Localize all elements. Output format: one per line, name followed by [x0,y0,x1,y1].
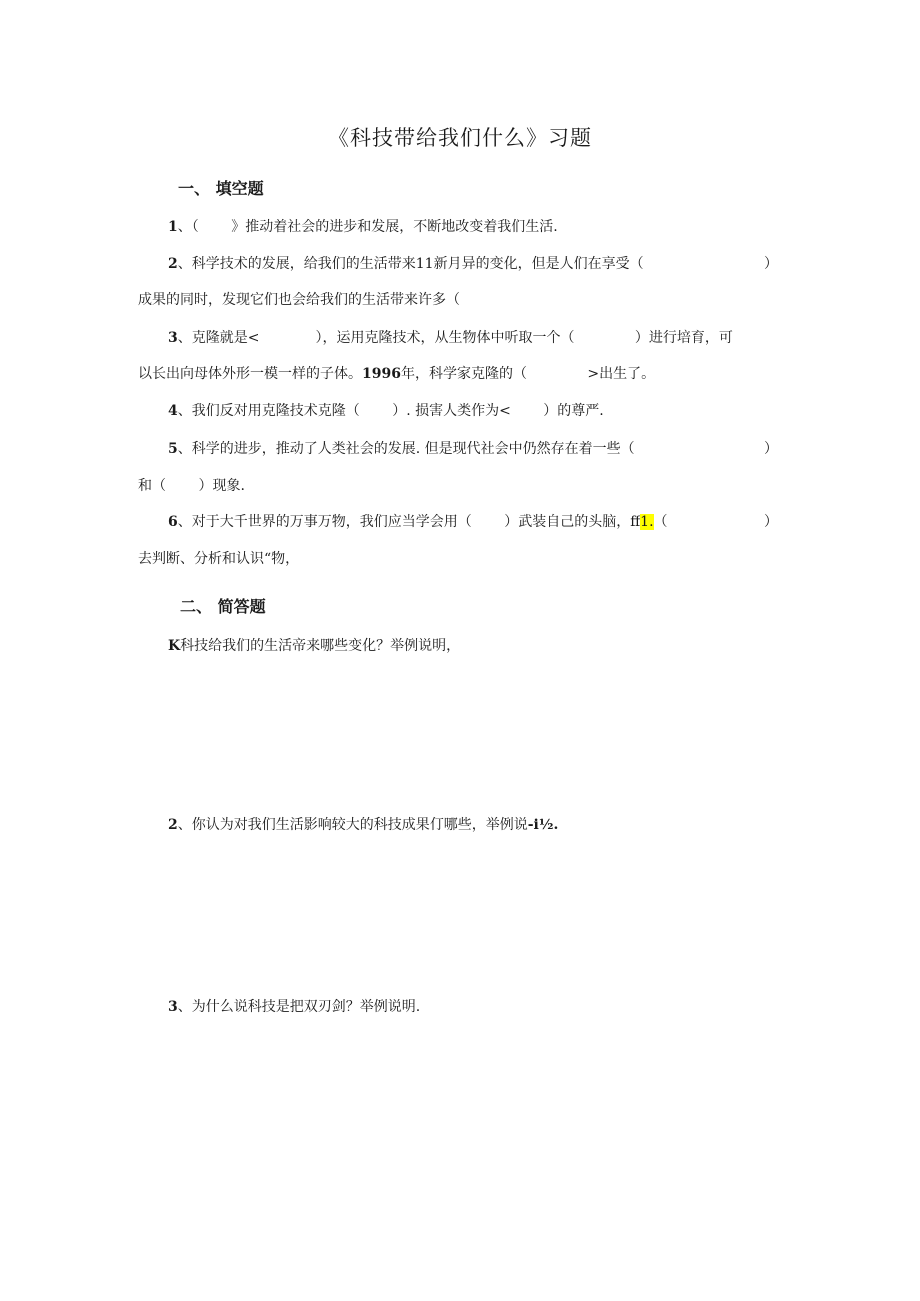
short-question-2 [168,815,558,835]
section-heading-short-answer: 二、 简答题 [180,597,266,616]
section-heading-fill-blank: 一、 填空题 [178,179,264,198]
short-question-3 [168,997,420,1017]
fill-question-2-line-1 [168,254,644,274]
fill-question-6-bracket-end: ） [764,514,778,530]
question-text-tail: -i½. [527,817,559,833]
question-text: 年，科学家克隆的（ >出生了。 [400,366,656,382]
question-text: 、科学的进步，推动了人类社会的发展. 但是现代社会中仍然存在着一些（ [177,441,635,457]
question-text: （ [653,514,668,530]
question-text: 、为什么说科技是把双刃剑？举例说明. [177,999,421,1015]
question-number: 3 [168,999,178,1015]
question-number: 1 [168,219,178,235]
fill-question-5-line-1 [168,439,635,459]
question-number: 5 [168,441,178,457]
fill-question-6-line-1 [168,512,668,532]
question-number: 3 [168,330,178,346]
question-text: 、（ 》推动着社会的进步和发展，不断地改变着我们生活. [177,219,558,235]
fill-question-6-line-2: 去判断、分析和认识“物， [138,551,300,567]
question-text: 、对于大千世界的万事万物，我们应当学会用（ ）武装自己的头脑，ff [177,514,641,530]
short-question-1 [168,636,460,656]
question-text: 、我们反对用克隆技术克隆（ ）. 损害人类作为< ）的尊严. [177,403,604,419]
page-title: 《科技带给我们什么》习题 [328,126,592,150]
fill-question-5-line-2: 和（ ）现象. [138,478,245,494]
fill-question-2-line-2: 成果的同时，发现它们也会给我们的生活带来许多（ [138,292,460,308]
question-number: 6 [168,514,178,530]
question-number: 4 [168,403,178,419]
fill-question-2-bracket-end: ） [764,256,778,272]
fill-question-5-bracket-end: ） [764,441,778,457]
fill-question-1 [168,217,558,237]
fill-question-3-line-2 [138,364,655,384]
question-text: 以长出向母体外形一模一样的子体。 [138,366,362,382]
fill-question-4 [168,401,604,421]
year-text: 1996 [362,366,401,382]
highlighted-text: 1. [640,514,654,530]
question-number: 2 [168,817,178,833]
question-text: 科技给我们的生活帝来哪些变化？举例说明， [180,638,461,654]
fill-question-3-line-1 [168,328,733,348]
question-text: 、科学技术的发展，给我们的生活带来11新月异的变化，但是人们在享受（ [177,256,644,272]
question-text: 、克隆就是< ），运用克隆技术，从生物体中听取一个（ ）进行培育，可 [177,330,733,346]
question-number: 2 [168,256,178,272]
question-number: K [168,638,181,654]
question-text: 、你认为对我们生活影响较大的科技成果仃哪些，举例说 [177,817,528,833]
